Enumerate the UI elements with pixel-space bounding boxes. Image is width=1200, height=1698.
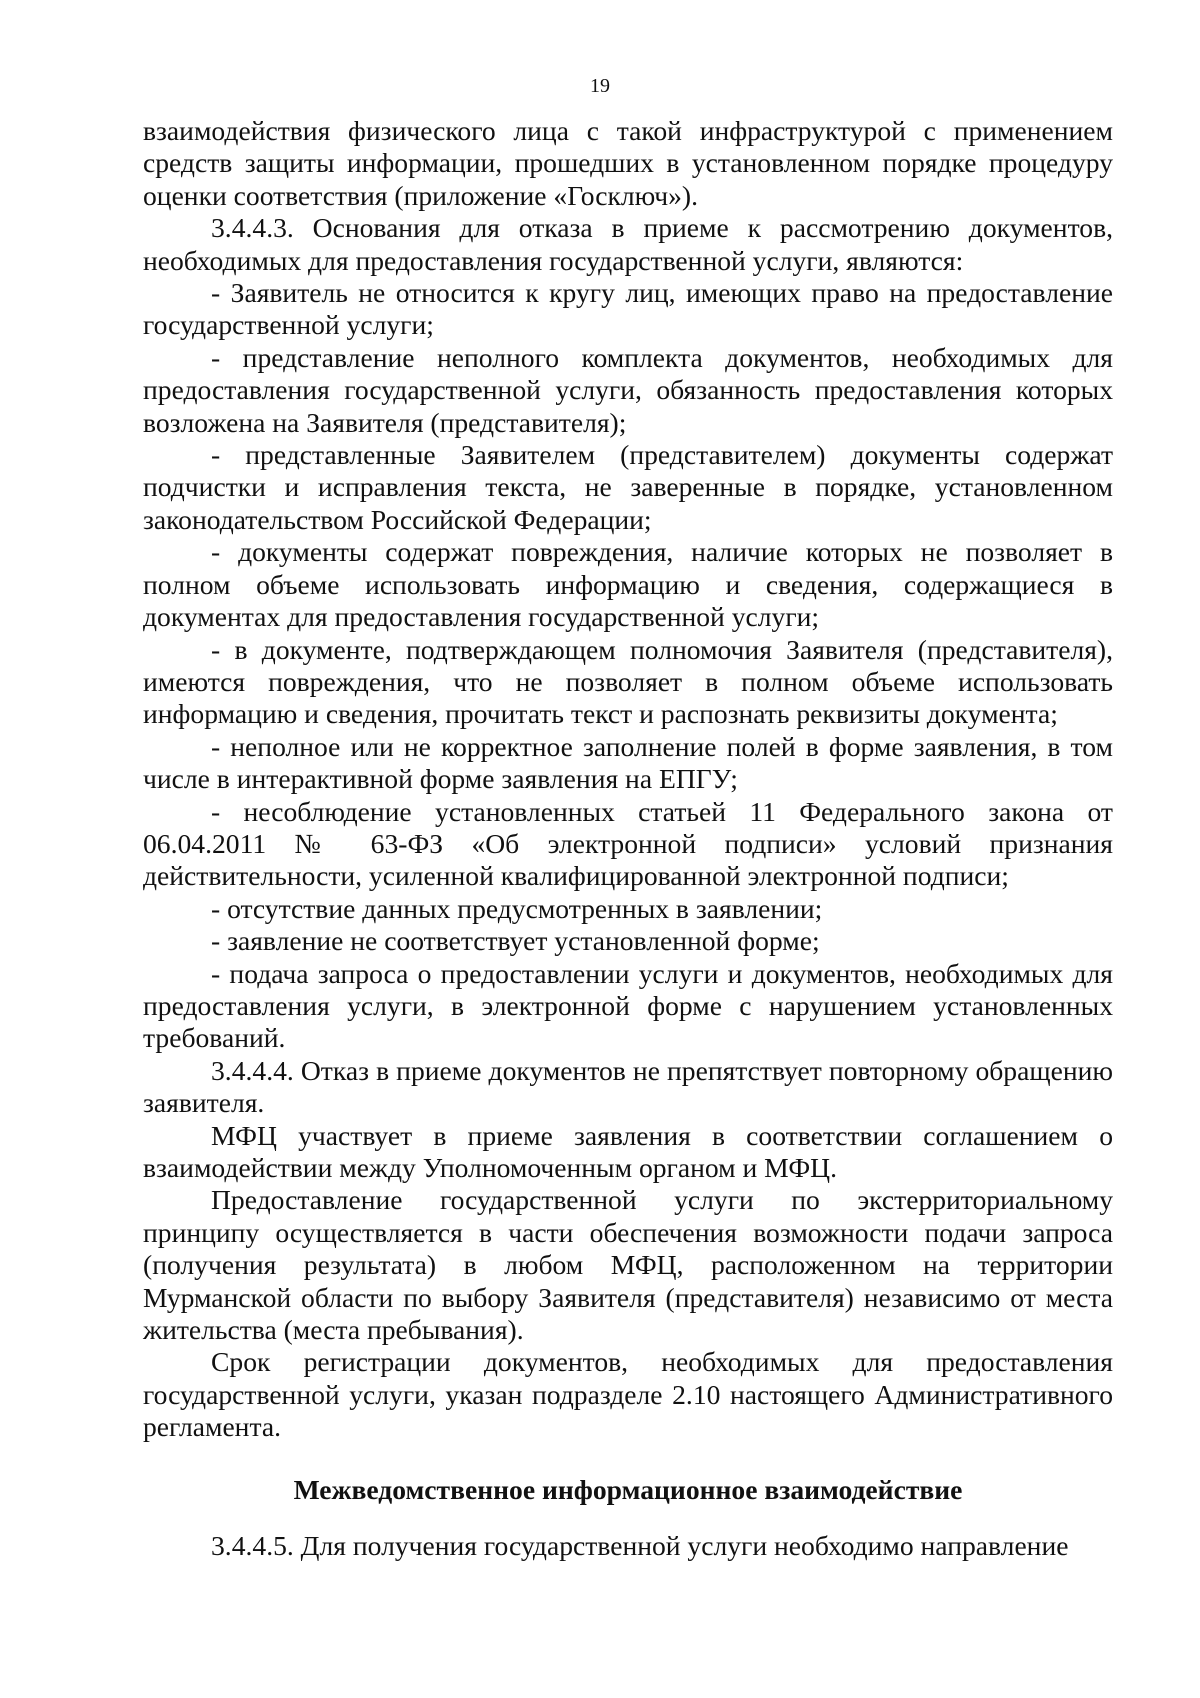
paragraph-extraterritorial: Предоставление государственной услуги по экстерриториальному принципу осуществляется в части обеспечения возможности подачи запроса (получения результата) в любом МФЦ, расположенном на территории Мурманской области по выбору Заявителя (представителя) независимо от места жительства (места пребывания). — [143, 1184, 1113, 1346]
list-item: - представленные Заявителем (представителем) документы содержат подчистки и исправления текста, не заверенные в порядке, установленном законодательством Российской Федерации; — [143, 439, 1113, 535]
section-heading: Межведомственное информационное взаимодействие — [293, 1473, 963, 1505]
list-item: - несоблюдение установленных статьей 11 Федерального закона от 06.04.2011 № 63-ФЗ «Об электронной подписи» условий признания действительности, усиленной квалифицированной электронной подписи; — [143, 795, 1113, 892]
list-item: - документы содержат повреждения, наличие которых не позволяет в полном объеме использовать информацию и сведения, содержащиеся в документах для предоставления государственной услуги; — [143, 536, 1113, 633]
list-item: - неполное или не корректное заполнение полей в форме заявления, в том числе в интерактивной форме заявления на ЕПГУ; — [143, 730, 1113, 795]
page-number: 19 — [590, 75, 610, 97]
list-item: - в документе, подтверждающем полномочия Заявителя (представителя), имеются повреждения, что не позволяет в полном объеме использовать информацию и сведения, прочитать текст и распознать реквизиты документа; — [143, 633, 1113, 730]
paragraph-3-4-4-4: 3.4.4.4. Отказ в приеме документов не препятствует повторному обращению заявителя. — [143, 1054, 1113, 1119]
list-item: - представление неполного комплекта документов, необходимых для предоставления государственной услуги, обязанность предоставления которых возложена на Заявителя (представителя); — [143, 341, 1113, 438]
document-body — [143, 115, 1113, 1562]
list-item: - заявление не соответствует установленной форме; — [211, 925, 820, 957]
paragraph-continuation: взаимодействия физического лица с такой инфраструктурой с применением средств защиты информации, прошедших в установленном порядке процедуру оценки соответствия (приложение «Госключ»). — [143, 115, 1113, 211]
paragraph-3-4-4-3: 3.4.4.3. Основания для отказа в приеме к рассмотрению документов, необходимых для предоставления государственной услуги, являются: — [143, 212, 1113, 276]
paragraph-registration-term: Срок регистрации документов, необходимых для предоставления государственной услуги, указан подразделе 2.10 настоящего Административного регламента. — [143, 1346, 1113, 1443]
paragraph-3-4-4-5: 3.4.4.5. Для получения государственной услуги необходимо направление — [211, 1530, 1069, 1562]
list-item: - Заявитель не относится к кругу лиц, имеющих право на предоставление государственной услуги; — [143, 277, 1113, 341]
list-item: - подача запроса о предоставлении услуги и документов, необходимых для предоставления услуги, в электронной форме с нарушением установленных требований. — [143, 957, 1113, 1054]
list-item: - отсутствие данных предусмотренных в заявлении; — [211, 892, 823, 924]
paragraph-mfc: МФЦ участвует в приеме заявления в соответствии соглашением о взаимодействии между Уполномоченным органом и МФЦ. — [143, 1119, 1113, 1183]
